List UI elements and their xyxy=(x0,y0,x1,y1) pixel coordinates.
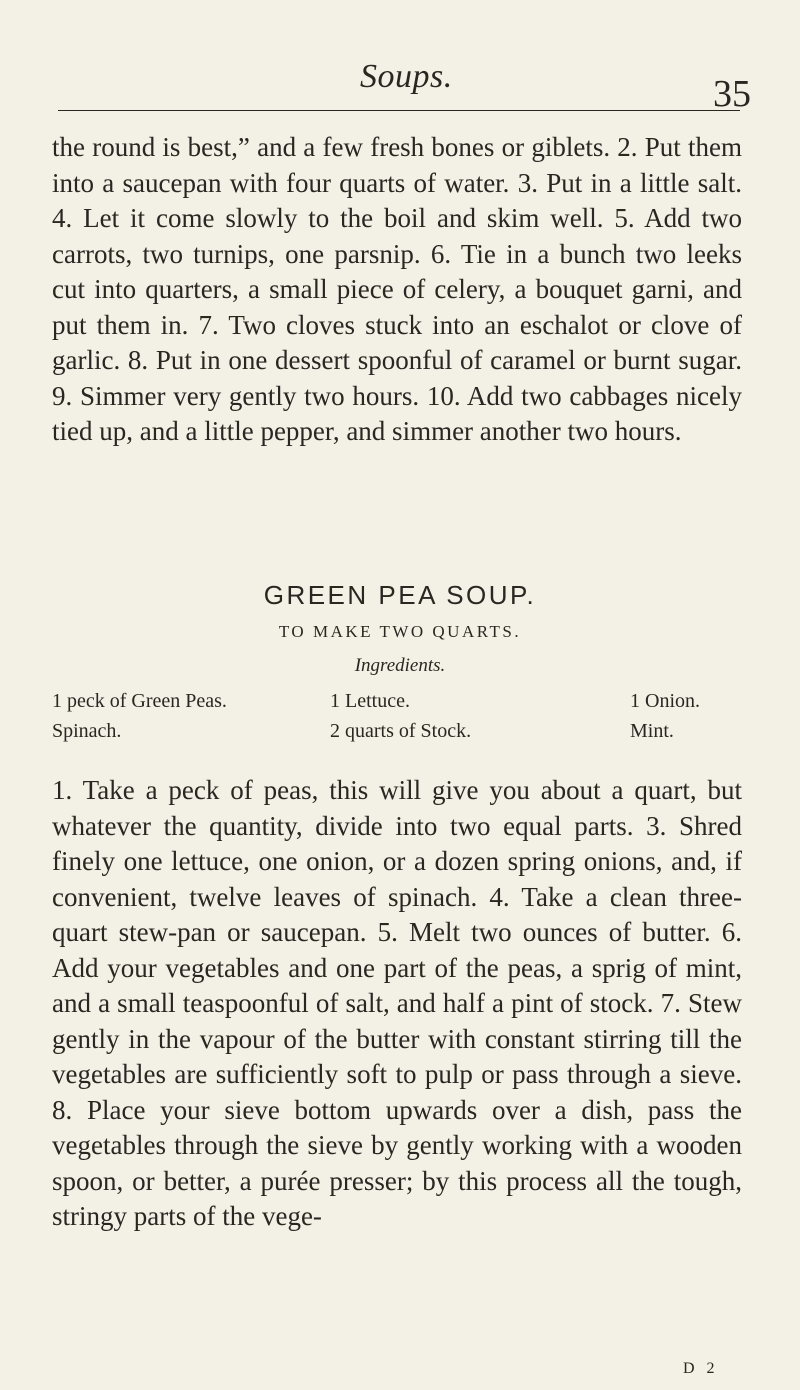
page-number: 35 xyxy=(713,73,751,115)
running-head: Soups. xyxy=(360,58,453,95)
recipe-subtitle: TO MAKE TWO QUARTS. xyxy=(278,622,522,641)
ingredient-item: Spinach. xyxy=(52,720,122,742)
ingredients-list xyxy=(0,690,800,760)
recipe-title: GREEN PEA SOUP. xyxy=(263,580,537,610)
ingredient-item: Mint. xyxy=(630,720,674,742)
continued-recipe-text xyxy=(52,130,742,450)
signature-mark: D 2 xyxy=(683,1360,719,1377)
header-rule xyxy=(58,110,740,111)
continued-paragraph: the round is best,” and a few fresh bones or giblets. 2. Put them into a saucepan with four quarts of water. 3. Put in a little salt. 4. Let it come slowly to the boil and skim well. 5. Add two carrots, two turnips, one parsnip. 6. Tie in a bunch two leeks cut into quarters, a small piece of celery, a bouquet garni, and put them in. 7. Two cloves stuck into an eschalot or clove of garlic. 8. Put in one dessert spoonful of caramel or burnt sugar. 9. Simmer very gently two hours. 10. Add two cabbages nicely tied up, and a little pepper, and simmer another two hours. xyxy=(52,132,742,446)
page-header xyxy=(0,58,800,118)
ingredient-item: 1 Lettuce. xyxy=(330,690,410,712)
recipe-method xyxy=(52,773,742,1235)
ingredient-item: 2 quarts of Stock. xyxy=(330,720,472,742)
ingredient-item: 1 Onion. xyxy=(630,690,700,712)
ingredients-heading: Ingredients. xyxy=(354,655,446,676)
ingredient-item: 1 peck of Green Peas. xyxy=(52,690,227,712)
method-paragraph: 1. Take a peck of peas, this will give you about a quart, but whatever the quantity, divide into two equal parts. 3. Shred finely one lettuce, one onion, or a dozen spring onions, and, if convenient, twelve leaves of spinach. 4. Take a clean three-quart stew-pan or saucepan. 5. Melt two ounces of butter. 6. Add your vegetables and one part of the peas, a sprig of mint, and a small teaspoonful of salt, and half a pint of stock. 7. Stew gently in the vapour of the butter with constant stirring till the vegetables are sufficiently soft to pulp or pass through a sieve. 8. Place your sieve bottom upwards over a dish, pass the vegetables through the sieve by gently working with a wooden spoon, or better, a purée presser; by this process all the tough, stringy parts of the vege- xyxy=(52,775,742,1231)
